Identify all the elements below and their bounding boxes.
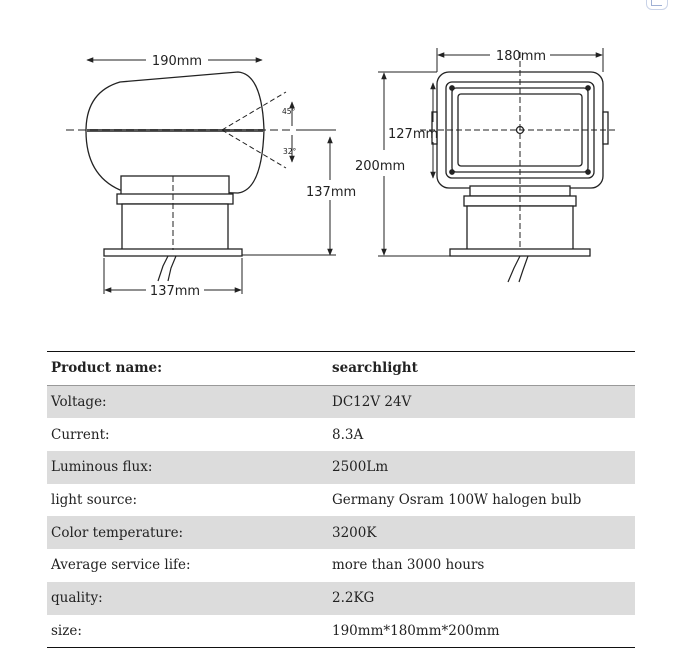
- spec-value: DC12V 24V: [328, 385, 635, 418]
- spec-value: more than 3000 hours: [332, 557, 485, 574]
- spec-value: 2500Lm: [328, 451, 635, 484]
- tilt-down-label: 32°: [283, 147, 297, 156]
- spec-label: Average service life:: [51, 557, 191, 574]
- spec-value: 3200K: [328, 516, 635, 549]
- front-width-label: 180mm: [495, 49, 547, 64]
- spec-label: quality:: [47, 582, 328, 615]
- table-row: [47, 516, 635, 549]
- table-row: [47, 484, 635, 517]
- spec-label: size:: [51, 622, 82, 639]
- base-width-label: 137mm: [149, 284, 201, 299]
- base-height-label: 137mm: [306, 185, 357, 200]
- total-height-label: 200mm: [355, 159, 406, 174]
- table-row: [47, 451, 635, 484]
- side-view: [66, 72, 292, 281]
- spec-value: searchlight: [328, 352, 635, 386]
- specification-table: [47, 351, 635, 648]
- spec-label: Current:: [51, 426, 110, 443]
- spec-label: Color temperature:: [47, 516, 328, 549]
- spec-label: Voltage:: [47, 385, 328, 418]
- spec-value: 8.3A: [332, 426, 364, 443]
- table-row: [47, 418, 635, 451]
- spec-label: light source:: [51, 492, 137, 509]
- spec-value: 190mm*180mm*200mm: [332, 622, 500, 639]
- spec-label: Product name:: [47, 352, 328, 386]
- table-row: [47, 549, 635, 582]
- tilt-up-label: 45°: [282, 107, 296, 116]
- table-row: [47, 352, 635, 386]
- spec-label: Luminous flux:: [47, 451, 328, 484]
- front-view: [420, 52, 615, 282]
- spec-value: 2.2KG: [328, 582, 635, 615]
- lens-height-label: 127mm: [388, 127, 439, 142]
- spec-value: Germany Osram 100W halogen bulb: [332, 492, 582, 509]
- table-row: [47, 582, 635, 615]
- table-row: [47, 385, 635, 418]
- side-width-label: 190mm: [151, 54, 203, 69]
- table-row: [47, 615, 635, 648]
